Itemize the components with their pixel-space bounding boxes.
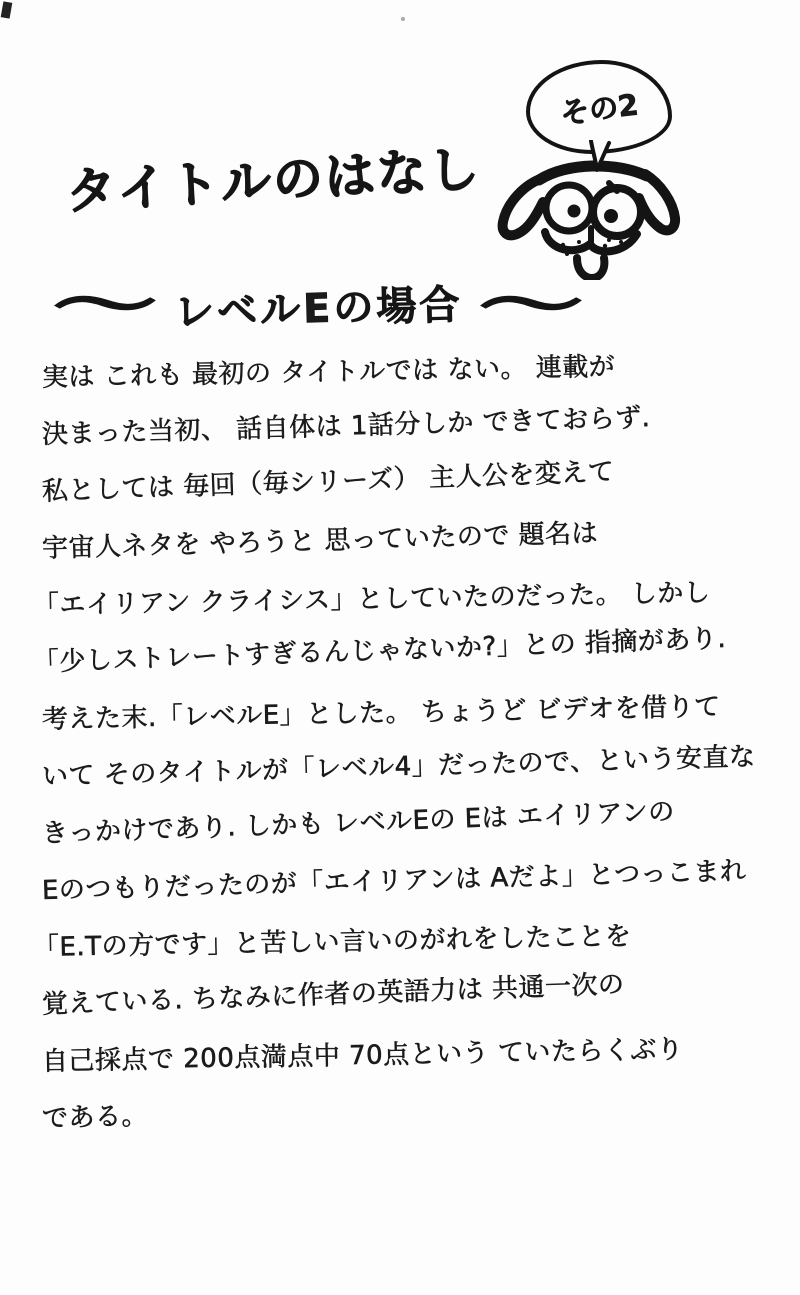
body-text <box>32 350 782 1148</box>
text-line: Eのつもりだったのが「エイリアンは Aだよ」とつっこまれ <box>41 856 747 906</box>
page-title: タイトルのはなし <box>64 139 483 221</box>
text-line: 自己採点で 200点満点中 70点という ていたらくぶり <box>41 1034 684 1077</box>
tilde-decoration-left: 〜 <box>52 271 158 339</box>
chapter-badge: その2 <box>558 86 641 131</box>
subtitle <box>50 271 586 339</box>
text-line: 考えた末.「レベルE」とした。 ちょうど ビデオを借りて <box>41 691 721 735</box>
text-line: 宇宙人ネタを やろうと 思っていたので 題名は <box>41 518 599 564</box>
text-line: 「E.Tの方です」と苦しい言いのがれをしたことを <box>32 921 632 963</box>
speech-bubble-tail-icon <box>584 140 618 176</box>
subtitle-text: レベルEの場合 <box>173 281 463 336</box>
text-line: 私としては 毎回（毎シリーズ） 主人公を変えて <box>41 457 615 507</box>
text-line: 「エイリアン クライシス」としていたのだった。 しかし <box>32 577 711 621</box>
text-line: 「少しストレートすぎるんじゃないか?」との 指摘があり. <box>32 623 727 678</box>
text-line: きっかけであり. しかも レベルEの Eは エイリアンの <box>41 796 676 849</box>
scan-artifact <box>401 17 405 21</box>
scan-artifact <box>1 1 13 18</box>
text-line: いて そのタイトルが「レベル4」だったので、という安直な <box>41 742 756 792</box>
text-line: 実は これも 最初の タイトルでは ない。 連載が <box>41 351 616 393</box>
tilde-decoration-right: 〜 <box>479 271 584 339</box>
text-line: 覚えている. ちなみに作者の英語力は 共通一次の <box>41 969 625 1020</box>
text-line: である。 <box>41 1101 149 1134</box>
text-line: 決まった当初、 話自体は 1話分しか できておらず. <box>41 403 651 450</box>
